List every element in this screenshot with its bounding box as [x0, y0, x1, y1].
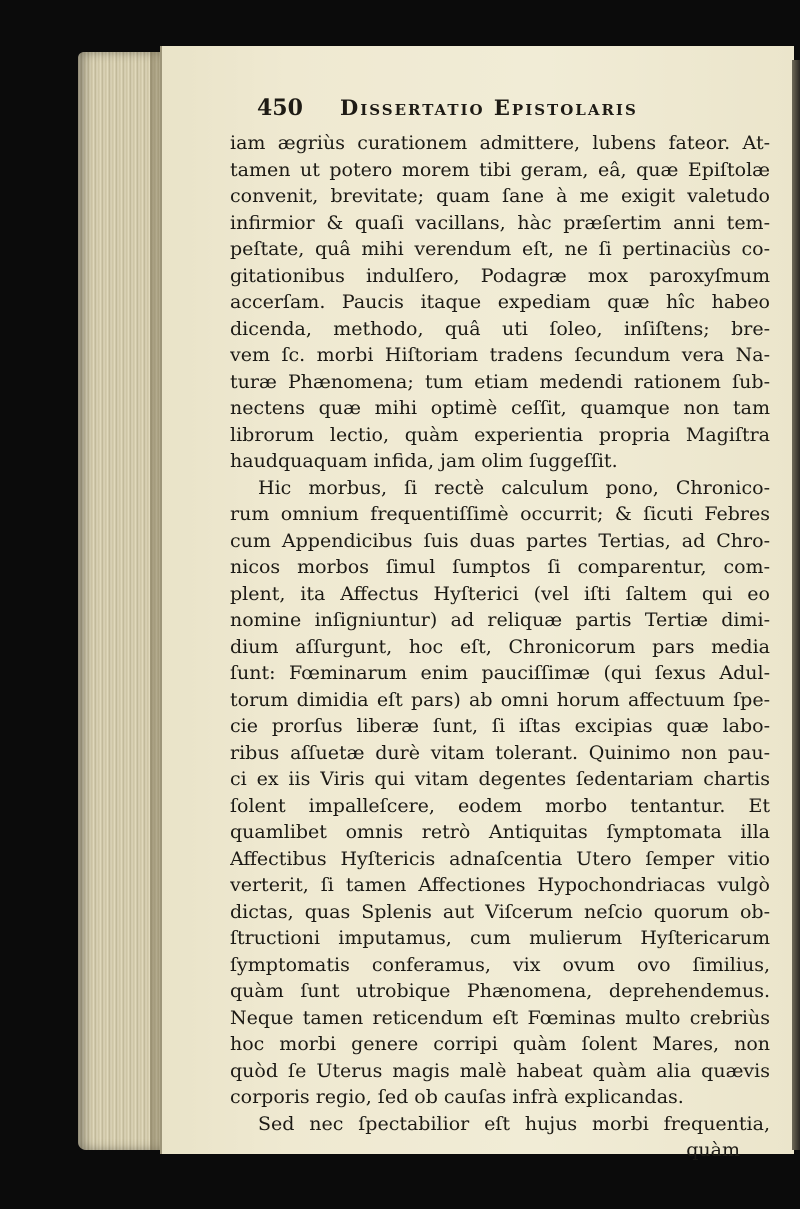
text-line: quòd ſe Uterus magis malè habeat quàm alia quævis	[230, 1059, 770, 1082]
text-line: dictas, quas Splenis aut Viſcerum neſcio quorum ob-	[230, 900, 770, 923]
text-line: ribus aſſuetæ durè vitam tolerant. Quinimo non pau-	[230, 741, 770, 764]
text-line: infirmior & quaſi vacillans, hàc præſertim anni tem-	[230, 211, 770, 234]
text-line: quamlibet omnis retrò Antiquitas ſymptomata illa	[230, 821, 770, 843]
text-line: verterit, ſi tamen Affectiones Hypochondriacas vulgò	[230, 874, 770, 896]
text-line: ſolent impalleſcere, eodem morbo tentantur. Et	[230, 794, 770, 817]
text-line: nectens quæ mihi optimè ceſſit, quamque non tam	[230, 397, 770, 419]
text-line: Affectibus Hyſtericis adnaſcentia Utero ſemper vitio	[230, 847, 770, 870]
text-line: ſymptomatis conferamus, vix ovum ovo ſimilius,	[230, 953, 770, 976]
text-line: accerſam. Paucis itaque expediam quæ hîc habeo	[230, 291, 770, 313]
text-line: gitationibus indulſero, Podagræ mox paroxyſmum	[230, 264, 770, 287]
text-line: Hic morbus, ſi rectè calculum pono, Chronico-	[258, 476, 770, 499]
text-line: librorum lectio, quàm experientia propria Magiſtra	[230, 423, 770, 446]
text-line: tamen ut potero morem tibi geram, eâ, quæ Epiſtolæ	[230, 158, 770, 181]
text-line: turæ Phænomena; tum etiam medendi rationem ſub-	[230, 370, 770, 393]
page-header-title: Dissertatio Epistolaris	[340, 95, 638, 120]
text-line: ſtructioni imputamus, cum mulierum Hyſtericarum	[230, 927, 770, 949]
text-line: rum omnium frequentiſſimè occurrit; & ſicuti Febres	[230, 503, 770, 525]
text-line: nomine inſigniuntur) ad reliquæ partis Tertiæ dimi-	[230, 609, 770, 631]
text-line: nicos morbos ſimul ſumptos ſi comparentur, com-	[230, 556, 770, 578]
text-line: torum dimidia eſt pars) ab omni horum affectuum ſpe-	[230, 688, 770, 711]
text-line: ſunt: Fœminarum enim pauciſſimæ (qui ſexus Adul-	[230, 662, 770, 684]
text-line: cum Appendicibus ſuis duas partes Tertias, ad Chro-	[230, 529, 770, 552]
text-line: hoc morbi genere corripi quàm ſolent Mares, non	[230, 1033, 770, 1055]
text-line: peſtate, quâ mihi verendum eſt, ne ſi pertinaciùs co-	[230, 238, 770, 260]
text-line: haudquaquam infida, jam olim ſuggeſſit.	[230, 450, 618, 472]
text-line: convenit, brevitate; quam ſane à me exigit valetudo	[230, 185, 770, 207]
text-line: vem ſc. morbi Hiſtoriam tradens ſecundum vera Na-	[230, 344, 770, 366]
catchword: quàm	[686, 1139, 740, 1161]
text-line: iam ægriùs curationem admittere, lubens fateor. At-	[230, 132, 770, 154]
text-line: cie prorſus liberæ ſunt, ſi iſtas excipias quæ labo-	[230, 715, 770, 737]
text-line: Neque tamen reticendum eſt Fœminas multo crebriùs	[230, 1006, 770, 1029]
text-line: corporis regio, ſed ob cauſas infrà explicandas.	[230, 1086, 684, 1108]
running-head	[247, 95, 767, 125]
page-right-edge	[792, 60, 800, 1150]
text-line: quàm ſunt utrobique Phænomena, deprehendemus.	[230, 980, 770, 1002]
text-line: ci ex iis Viris qui vitam degentes ſedentariam chartis	[230, 768, 770, 790]
page-number: 450	[257, 95, 303, 121]
text-line: plent, ita Affectus Hyſterici (vel iſti ſaltem qui eo	[230, 582, 770, 605]
text-line: Sed nec ſpectabilior eſt hujus morbi frequentia,	[258, 1112, 770, 1135]
body-text	[230, 130, 790, 1164]
text-line: dicenda, methodo, quâ uti ſoleo, inſiſtens; bre-	[230, 317, 770, 340]
text-line: dium aſſurgunt, hoc eſt, Chronicorum pars media	[230, 635, 770, 658]
